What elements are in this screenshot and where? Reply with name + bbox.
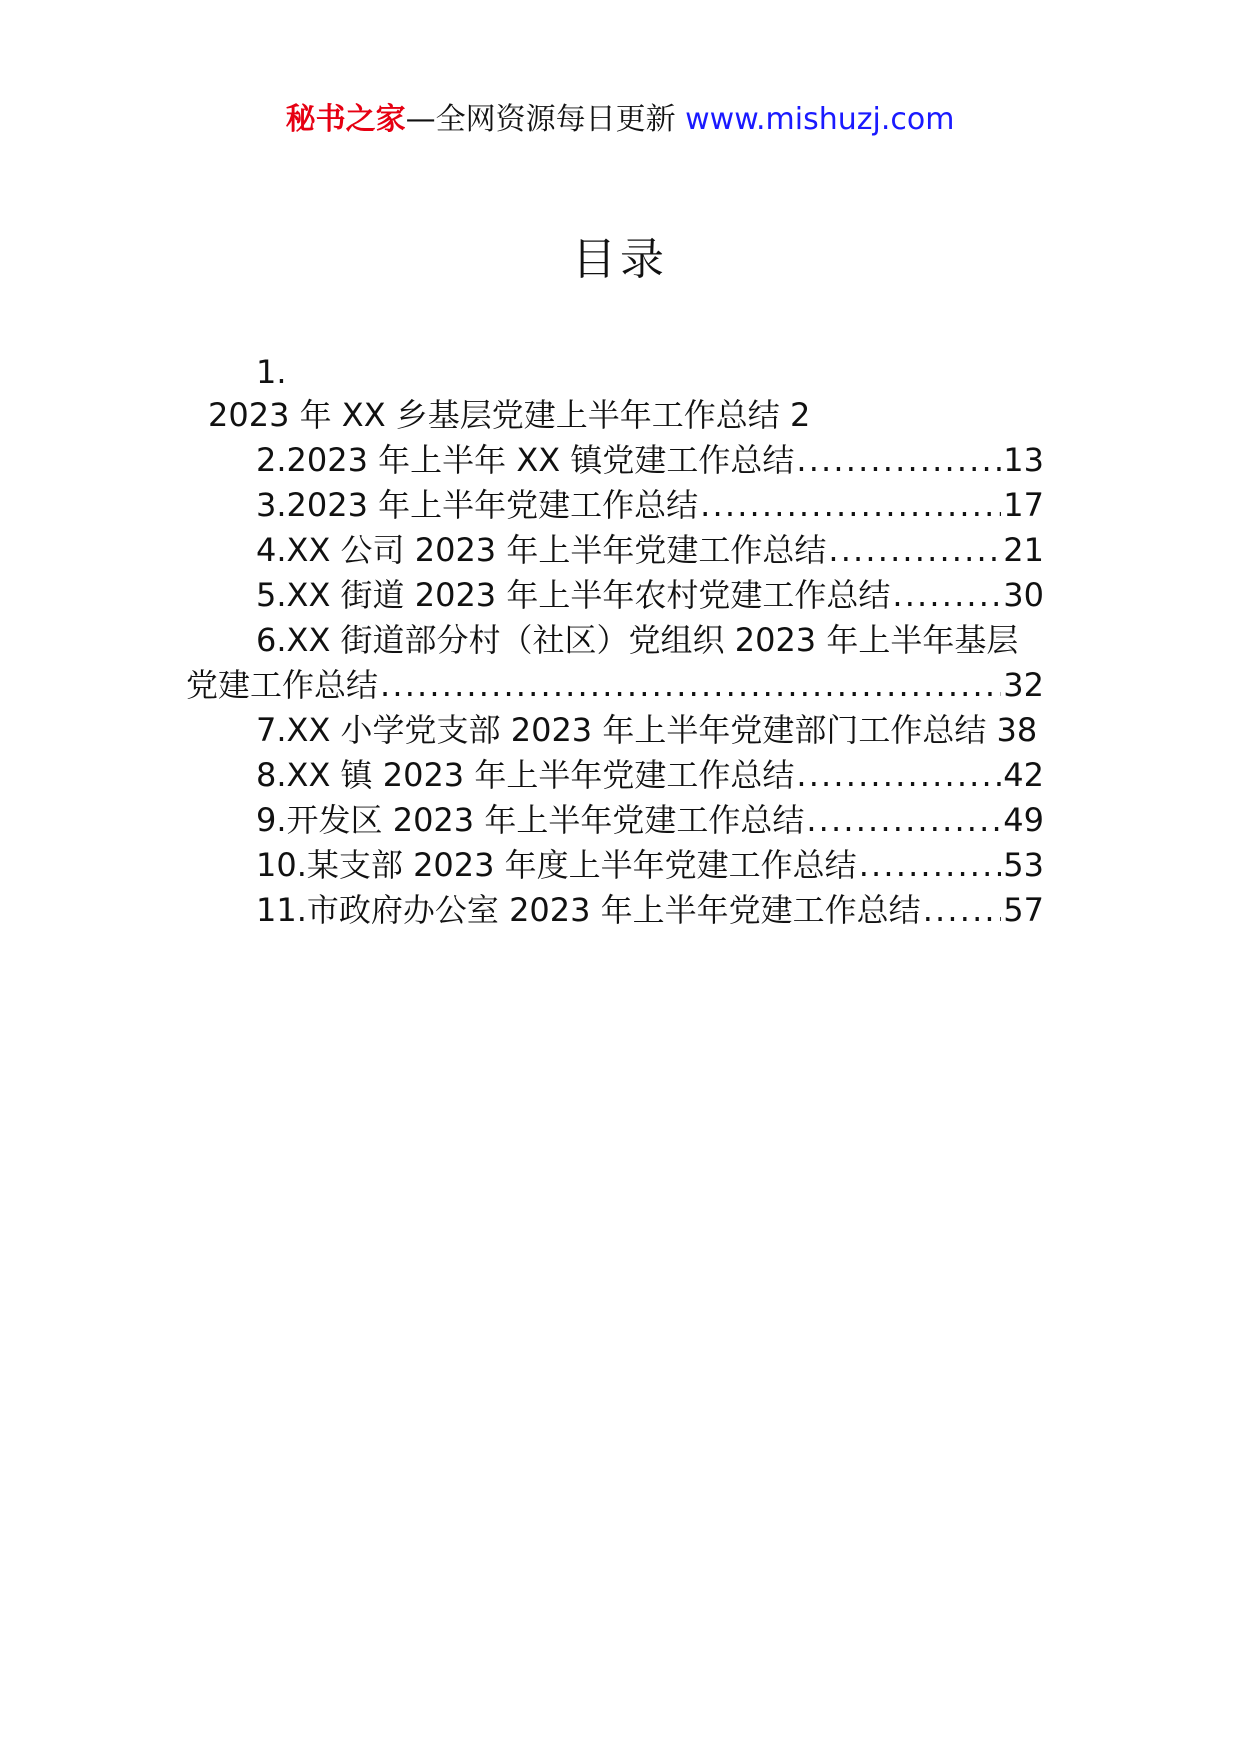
toc-leader-dots (892, 573, 1001, 617)
toc-item-10[interactable] (256, 843, 1044, 887)
toc-item-text: 7.XX 小学党支部 2023 年上半年党建部门工作总结 38 (256, 711, 1038, 749)
toc-page-number: 21 (1003, 531, 1044, 569)
site-header (0, 100, 1240, 140)
toc-item-1[interactable] (208, 393, 810, 437)
toc-leader-dots (828, 528, 1001, 572)
toc-page-number: 49 (1003, 801, 1044, 839)
toc-item-text: 2.2023 年上半年 XX 镇党建工作总结 (256, 441, 795, 479)
toc-item-text: 5.XX 街道 2023 年上半年农村党建工作总结 (256, 576, 891, 614)
toc-leader-dots (923, 888, 1002, 932)
toc-item-11[interactable] (256, 888, 1044, 932)
toc-item-text: 9.开发区 2023 年上半年党建工作总结 (256, 801, 805, 839)
toc-page-number: 42 (1003, 756, 1044, 794)
site-brand: 秘书之家 (285, 102, 406, 137)
site-tagline: —全网资源每日更新 (405, 102, 686, 137)
toc-page-number: 13 (1003, 441, 1044, 479)
toc-page-number: 32 (1003, 666, 1044, 704)
toc-item-text: 党建工作总结 (186, 666, 379, 704)
toc-item-4[interactable] (256, 528, 1044, 572)
toc-item-8[interactable] (256, 753, 1044, 797)
toc-page-number: 53 (1003, 846, 1044, 884)
toc-leader-dots (859, 843, 1002, 887)
toc-item-text: 4.XX 公司 2023 年上半年党建工作总结 (256, 531, 827, 569)
toc-item-text: 8.XX 镇 2023 年上半年党建工作总结 (256, 756, 795, 794)
toc-item-9[interactable] (256, 798, 1044, 842)
toc-page-number: 17 (1003, 486, 1044, 524)
toc-leader-dots (796, 438, 1001, 482)
toc-leader-dots (380, 663, 1001, 707)
toc-item-text: 3.2023 年上半年党建工作总结 (256, 486, 699, 524)
toc-item-text: 10.某支部 2023 年度上半年党建工作总结 (256, 846, 857, 884)
toc-item-text: 11.市政府办公室 2023 年上半年党建工作总结 (256, 891, 921, 929)
toc-page-number: 30 (1003, 576, 1044, 614)
toc-page-number: 57 (1003, 891, 1044, 929)
toc-item-7[interactable] (256, 708, 1037, 752)
page-title: 目录 (572, 234, 668, 285)
toc-item-text: 2023 年 XX 乡基层党建上半年工作总结 2 (208, 396, 811, 434)
toc-leader-dots (796, 753, 1001, 797)
toc-item-number: 1. (256, 353, 287, 391)
toc-item-6-line-2[interactable] (186, 663, 1044, 707)
toc-item-5[interactable] (256, 573, 1044, 617)
site-url[interactable]: www.mishuzj.com (685, 102, 955, 137)
toc-leader-dots (806, 798, 1001, 842)
toc-item-1-number[interactable] (256, 350, 287, 394)
toc-item-6-line-1[interactable] (256, 618, 1018, 662)
toc-leader-dots (700, 483, 1001, 527)
toc-item-text: 6.XX 街道部分村（社区）党组织 2023 年上半年基层 (256, 621, 1019, 659)
toc-item-2[interactable] (256, 438, 1044, 482)
toc-item-3[interactable] (256, 483, 1044, 527)
